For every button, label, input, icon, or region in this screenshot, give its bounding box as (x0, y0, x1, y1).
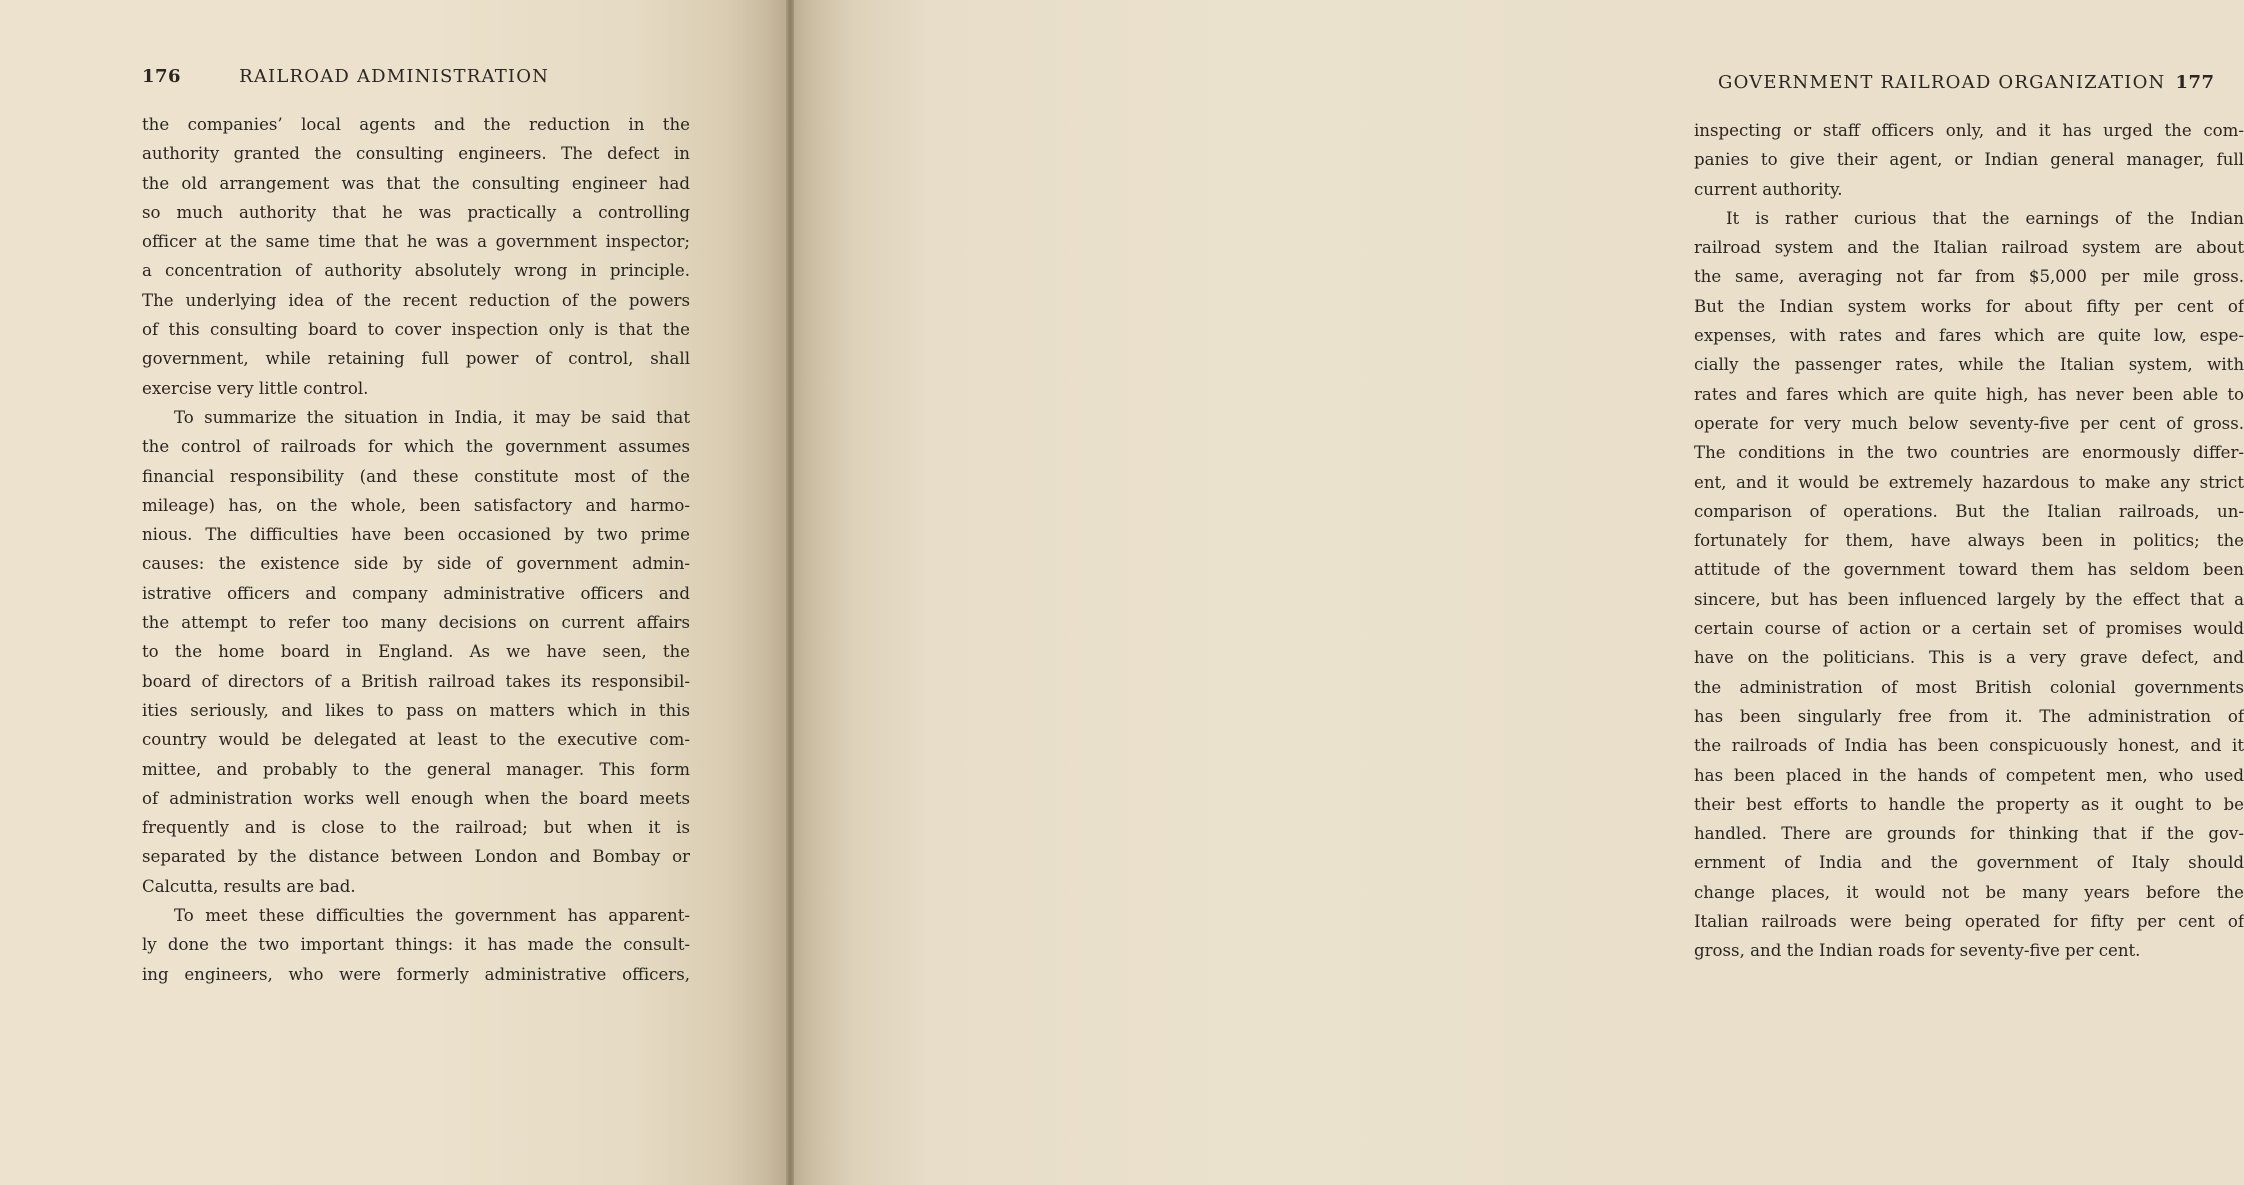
text-line: operate for very much below seventy-five per cent of gross. (1694, 413, 2244, 433)
right-body-text (1694, 116, 2244, 966)
text-line: the control of railroads for which the government assumes (142, 437, 690, 457)
text-line: current authority. (1694, 179, 1843, 199)
text-line: The conditions in the two countries are enormously differ- (1694, 443, 2244, 463)
text-line: separated by the distance between London and Bombay or (142, 847, 690, 867)
text-line: ly done the two important things: it has made the consult- (142, 935, 690, 955)
text-line: mittee, and probably to the general manager. This form (142, 759, 690, 779)
text-line: To summarize the situation in India, it may be said that (174, 407, 690, 427)
right-running-title: GOVERNMENT RAILROAD ORGANIZATION (1718, 72, 2166, 93)
text-line: causes: the existence side by side of government admin- (142, 554, 690, 574)
text-line: cially the passenger rates, while the Italian system, with (1694, 355, 2244, 375)
text-line: has been placed in the hands of competent men, who used (1694, 765, 2244, 785)
left-body-text (142, 110, 690, 989)
text-line: ent, and it would be extremely hazardous to make any strict (1694, 472, 2244, 492)
text-line: to the home board in England. As we have seen, the (142, 642, 690, 662)
text-line: the same, averaging not far from $5,000 per mile gross. (1694, 267, 2244, 287)
text-line: It is rather curious that the earnings of the Indian (1726, 208, 2244, 228)
text-line: has been singularly free from it. The administration of (1694, 706, 2244, 726)
text-line: ing engineers, who were formerly administrative officers, (142, 964, 690, 984)
text-line: expenses, with rates and fares which are quite low, espe- (1694, 326, 2244, 346)
text-line: authority granted the consulting engineers. The defect in (142, 144, 690, 164)
text-line: nious. The difficulties have been occasioned by two prime (142, 525, 690, 545)
text-line: board of directors of a British railroad takes its responsibil- (142, 671, 690, 691)
text-line: the railroads of India has been conspicuously honest, and it (1694, 736, 2244, 756)
text-line: change places, it would not be many years before the (1694, 882, 2244, 902)
right-running-head (1718, 72, 2215, 93)
text-line: istrative officers and company administrative officers and (142, 583, 690, 603)
text-line: fortunately for them, have always been in politics; the (1694, 531, 2244, 551)
text-line: have on the politicians. This is a very grave defect, and (1694, 648, 2244, 668)
text-line: so much authority that he was practically a controlling (142, 202, 690, 222)
text-line: officer at the same time that he was a government inspector; (142, 232, 690, 252)
text-line: mileage) has, on the whole, been satisfactory and harmo- (142, 495, 690, 515)
text-line: inspecting or staff officers only, and it has urged the com- (1694, 121, 2244, 140)
text-line: financial responsibility (and these constitute most of the (142, 466, 690, 486)
text-line: To meet these difficulties the government has apparent- (174, 906, 690, 926)
text-line: panies to give their agent, or Indian general manager, full (1694, 150, 2244, 170)
text-line: certain course of action or a certain set of promises would (1694, 619, 2244, 639)
text-line: But the Indian system works for about fifty per cent of (1694, 296, 2244, 316)
text-line: their best efforts to handle the property as it ought to be (1694, 794, 2244, 814)
text-line: attitude of the government toward them has seldom been (1694, 560, 2244, 580)
left-running-title: RAILROAD ADMINISTRATION (239, 66, 550, 87)
text-line: handled. There are grounds for thinking that if the gov- (1694, 824, 2244, 844)
text-line: the old arrangement was that the consulting engineer had (142, 173, 690, 193)
left-page-number: 176 (142, 66, 182, 87)
text-line: sincere, but has been influenced largely by the effect that a (1694, 589, 2244, 609)
text-line: comparison of operations. But the Italian railroads, un- (1694, 501, 2244, 521)
text-line: of administration works well enough when the board meets (142, 788, 690, 808)
book-gutter (786, 0, 794, 1185)
text-line: of this consulting board to cover inspection only is that the (142, 320, 690, 340)
text-line: Italian railroads were being operated for fifty per cent of (1694, 912, 2244, 932)
text-line: Calcutta, results are bad. (142, 876, 356, 896)
right-page (790, 0, 2244, 1185)
text-line: railroad system and the Italian railroad system are about (1694, 238, 2244, 258)
text-line: frequently and is close to the railroad; but when it is (142, 818, 690, 838)
text-line: country would be delegated at least to the executive com- (142, 730, 690, 750)
text-line: ities seriously, and likes to pass on matters which in this (142, 700, 690, 720)
text-line: exercise very little control. (142, 378, 369, 398)
text-line: gross, and the Indian roads for seventy-five per cent. (1694, 941, 2141, 961)
text-line: the administration of most British colonial governments (1694, 677, 2244, 697)
text-line: the companies’ local agents and the reduction in the (142, 115, 690, 134)
text-line: a concentration of authority absolutely wrong in principle. (142, 261, 690, 281)
text-line: the attempt to refer too many decisions on current affairs (142, 613, 690, 633)
right-page-number: 177 (2175, 72, 2215, 93)
text-line: government, while retaining full power of control, shall (142, 349, 690, 369)
text-line: The underlying idea of the recent reduction of the powers (142, 290, 690, 310)
left-page (0, 0, 790, 1185)
text-line: ernment of India and the government of Italy should (1694, 853, 2244, 873)
left-running-head (142, 66, 549, 87)
text-line: rates and fares which are quite high, has never been able to (1694, 384, 2244, 404)
